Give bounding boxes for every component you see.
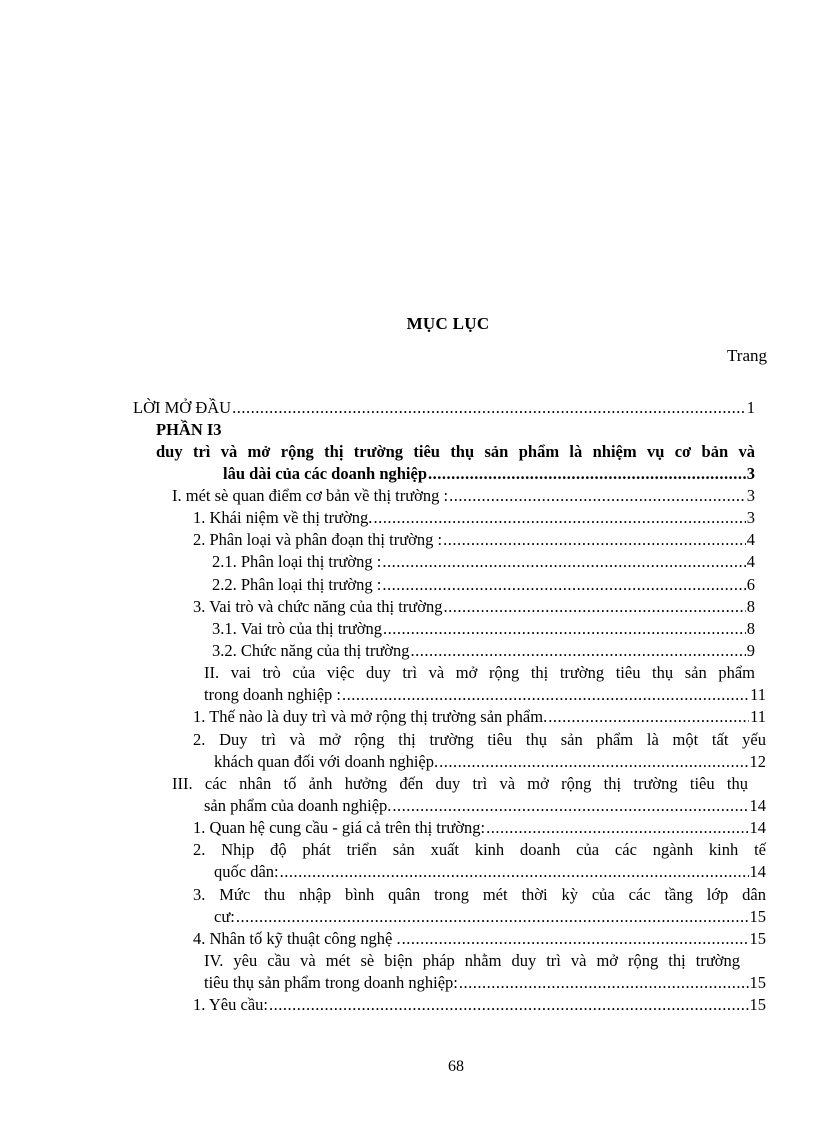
toc-entry-text: khách quan đối với doanh nghiệp.	[214, 752, 439, 771]
toc-entry-page: 8	[746, 597, 755, 616]
leader-dots	[439, 751, 748, 773]
toc-entry-page: 14	[749, 796, 766, 815]
toc-entry-text: 1. Yêu cầu:	[193, 995, 268, 1014]
toc-entry-text[interactable]: III. các nhân tố ảnh hưởng đến duy trì và mở rộng thị trường tiêu thụ	[172, 774, 748, 793]
toc-entry-page: 11	[750, 685, 766, 704]
toc-entry-text: tiêu thụ sản phẩm trong doanh nghiệp:	[204, 973, 458, 992]
toc-entry-text: 3. Vai trò và chức năng của thị trường	[193, 597, 443, 616]
toc-entry-page: 9	[746, 641, 755, 660]
page-title: MỤC LỤC	[406, 314, 490, 333]
leader-dots	[443, 596, 745, 618]
toc-entry-text: LỜI MỞ ĐẦU	[133, 398, 232, 417]
toc-entry-text: 2. Phân loại và phân đoạn thị trường :	[193, 530, 443, 549]
toc-entry-text: 2.1. Phân loại thị trường :	[212, 552, 382, 571]
toc-entry[interactable]	[204, 795, 766, 817]
toc-entry[interactable]	[214, 861, 766, 883]
toc-entry[interactable]	[172, 485, 755, 507]
toc-entry-page: 15	[749, 907, 766, 926]
toc-entry-text: cư:	[214, 907, 235, 926]
toc-entry[interactable]	[204, 684, 766, 706]
leader-dots	[486, 817, 748, 839]
leader-dots	[382, 574, 745, 596]
leader-dots	[383, 618, 746, 640]
toc-entry-text: 2.2. Phân loại thị trường :	[212, 575, 382, 594]
toc-entry-text: 3.1. Vai trò của thị trường	[212, 619, 382, 638]
toc-entry[interactable]	[193, 596, 755, 618]
toc-entry-page: 15	[749, 929, 766, 948]
leader-dots	[342, 684, 749, 706]
toc-entry-page: 14	[749, 818, 766, 837]
leader-dots	[411, 640, 746, 662]
toc-entry-page: 14	[749, 862, 766, 881]
toc-entry-page: 15	[749, 995, 766, 1014]
page-number: 68	[448, 1058, 464, 1075]
toc-entry-page: 1	[746, 398, 755, 417]
toc-entry-page: 12	[749, 752, 766, 771]
toc-entry[interactable]	[193, 928, 766, 950]
toc-entry-text[interactable]: 2. Duy trì và mở rộng thị trường tiêu thụ sản phẩm là một tất yếu	[193, 730, 766, 749]
toc-entry[interactable]	[212, 574, 755, 596]
toc-entry-text[interactable]: 3. Mức thu nhập bình quân trong mét thời kỳ của các tầng lớp dân	[193, 885, 766, 904]
leader-dots	[428, 463, 746, 485]
toc-entry[interactable]	[204, 972, 766, 994]
leader-dots	[459, 972, 749, 994]
toc-entry-text: 4. Nhân tố kỹ thuật công nghệ .	[193, 929, 401, 948]
toc-part-heading[interactable]: PHẦN I3	[156, 420, 222, 439]
toc-entry-page: 4	[746, 552, 755, 571]
toc-entry[interactable]	[223, 463, 755, 485]
toc-entry-text: I. mét sè quan điểm cơ bản về thị trường :	[172, 486, 449, 505]
toc-entry-page: 6	[746, 575, 755, 594]
leader-dots	[232, 397, 746, 419]
toc-entry-page: 11	[750, 707, 766, 726]
toc-entry[interactable]	[193, 529, 755, 551]
toc-entry-text: trong doanh nghiệp :	[204, 685, 342, 704]
toc-entry[interactable]	[133, 397, 755, 419]
leader-dots	[280, 861, 749, 883]
toc-entry[interactable]	[212, 618, 755, 640]
toc-entry[interactable]	[193, 706, 766, 728]
toc-entry[interactable]	[193, 817, 766, 839]
leader-dots	[373, 507, 745, 529]
toc-entry[interactable]	[212, 640, 755, 662]
leader-dots	[392, 795, 748, 817]
leader-dots	[548, 706, 749, 728]
toc-entry[interactable]	[214, 751, 766, 773]
toc-entry-page: 3	[746, 508, 755, 527]
toc-entry-text: 1. Thế nào là duy trì và mở rộng thị trường sản phẩm.	[193, 707, 548, 726]
toc-entry-page: 15	[749, 973, 766, 992]
toc-entry-text[interactable]: duy trì và mở rộng thị trường tiêu thụ sản phẩm là nhiệm vụ cơ bản và	[156, 442, 755, 461]
leader-dots	[382, 551, 745, 573]
toc-entry-text[interactable]: II. vai trò của việc duy trì và mở rộng thị trường tiêu thụ sản phẩm	[204, 663, 755, 682]
toc-entry[interactable]	[212, 551, 755, 573]
toc-entry-text: quốc dân:	[214, 862, 279, 881]
toc-entry-text[interactable]: IV. yêu cầu và mét sè biện pháp nhằm duy trì và mở rộng thị trường	[204, 951, 740, 970]
toc-entry[interactable]	[214, 906, 766, 928]
page-column-label: Trang	[727, 346, 767, 365]
leader-dots	[449, 485, 746, 507]
toc-entry-text: 3.2. Chức năng của thị trường	[212, 641, 410, 660]
toc-entry[interactable]	[193, 507, 755, 529]
leader-dots	[269, 994, 749, 1016]
toc-entry-page: 3	[746, 464, 755, 483]
toc-entry-page: 3	[746, 486, 755, 505]
toc-entry[interactable]	[193, 994, 766, 1016]
leader-dots	[402, 928, 749, 950]
toc-entry-text: sản phẩm của doanh nghiệp.	[204, 796, 392, 815]
leader-dots	[443, 529, 746, 551]
toc-entry-text: lâu dài của các doanh nghiệp	[223, 464, 428, 483]
leader-dots	[236, 906, 749, 928]
toc-entry-text: 1. Khái niệm về thị trường.	[193, 508, 373, 527]
toc-entry-text[interactable]: 2. Nhịp độ phát triển sản xuất kinh doanh của các ngành kinh tế	[193, 840, 766, 859]
toc-entry-text: 1. Quan hệ cung cầu - giá cả trên thị trường:	[193, 818, 486, 837]
toc-entry-page: 4	[746, 530, 755, 549]
toc-entry-page: 8	[746, 619, 755, 638]
